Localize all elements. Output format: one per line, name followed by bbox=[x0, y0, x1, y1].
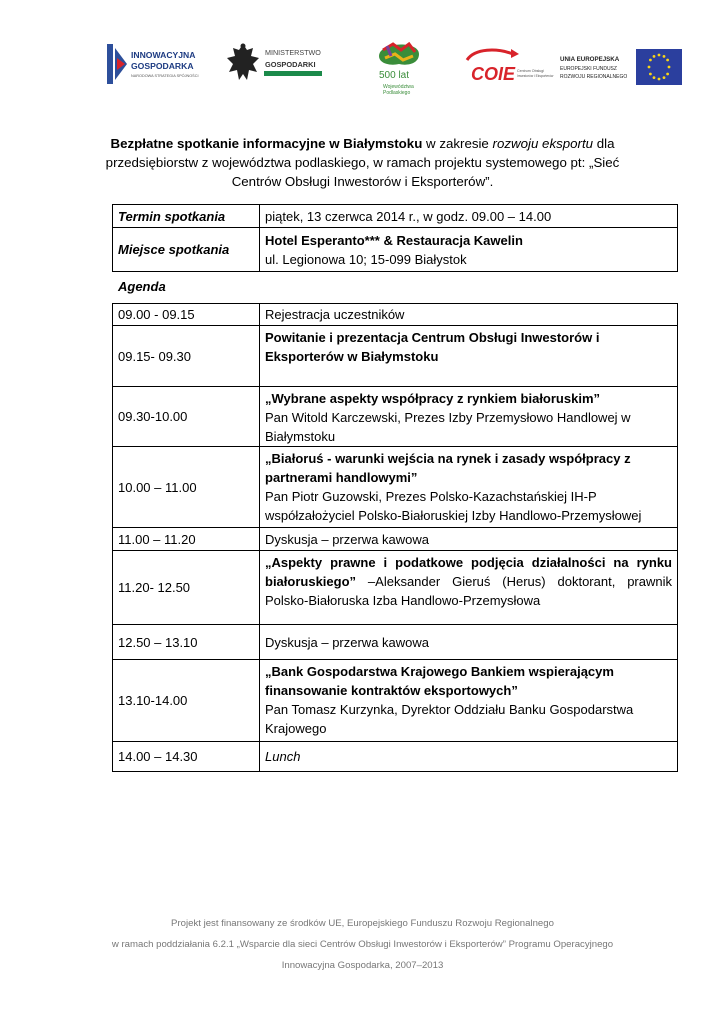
agenda-row bbox=[113, 528, 678, 551]
500-lat-podlaskie-logo bbox=[373, 36, 425, 100]
agenda-title: „Białoruś - warunki wejścia na rynek i zasady współpracy z partnerami handlowymi” bbox=[265, 451, 631, 485]
footer-line-1: Projekt jest finansowany ze środków UE, Europejskiego Funduszu Rozwoju Regionalnego bbox=[171, 918, 554, 929]
meeting-info-table bbox=[112, 204, 678, 272]
term-value: piątek, 13 czerwca 2014 r., w godz. 09.00 – 14.00 bbox=[260, 205, 678, 228]
agenda-row bbox=[113, 660, 678, 742]
intro-text-2: dla przedsiębiorstw z województwa podlaskiego, w ramach projektu systemowego pt: „Sieć Centrów Obsługi Inwestorów i Eksporterów”. bbox=[105, 136, 620, 189]
place-row bbox=[113, 228, 678, 272]
svg-text:GOSPODARKI: GOSPODARKI bbox=[265, 60, 316, 69]
ministerstwo-gospodarki-logo bbox=[225, 40, 325, 88]
agenda-row bbox=[113, 447, 678, 528]
agenda-time: 14.00 – 14.30 bbox=[113, 742, 260, 772]
agenda-cell bbox=[260, 447, 678, 528]
svg-text:ROZWOJU REGIONALNEGO: ROZWOJU REGIONALNEGO bbox=[560, 74, 628, 80]
coie-logo bbox=[457, 46, 554, 90]
place-value bbox=[260, 228, 678, 272]
svg-text:500 lat: 500 lat bbox=[379, 70, 410, 81]
footer-line-2: w ramach poddziałania 6.2.1 „Wsparcie dla sieci Centrów Obsługi Inwestorów i Eksporterów” Programu Operacyjnego bbox=[111, 939, 614, 950]
term-row bbox=[113, 205, 678, 228]
agenda-title: „Aspekty prawne i podatkowe podjęcia działalności na rynku białoruskiego” bbox=[265, 555, 672, 589]
svg-text:GOSPODARKA: GOSPODARKA bbox=[131, 61, 194, 71]
svg-text:MINISTERSTWO: MINISTERSTWO bbox=[265, 48, 321, 57]
svg-text:UNIA EUROPEJSKA: UNIA EUROPEJSKA bbox=[560, 56, 620, 63]
agenda-desc-2: współzałożyciel Polsko-Białoruskiej Izby Handlowo-Przemysłowej bbox=[265, 508, 642, 523]
svg-text:COIE: COIE bbox=[471, 64, 516, 84]
page-footer bbox=[0, 913, 725, 976]
agenda-desc: Lunch bbox=[260, 742, 678, 772]
footer-line-3: Innowacyjna Gospodarka, 2007–2013 bbox=[281, 960, 444, 971]
agenda-desc: Pan Piotr Guzowski, Prezes Polsko-Kazachstańskiej IH-P bbox=[265, 489, 597, 504]
unia-europejska-logo bbox=[560, 48, 682, 86]
svg-text:EUROPEJSKI FUNDUSZ: EUROPEJSKI FUNDUSZ bbox=[560, 66, 617, 72]
agenda-time: 09.15- 09.30 bbox=[113, 326, 260, 387]
svg-text:Województwa: Województwa bbox=[383, 84, 414, 90]
agenda-title: „Wybrane aspekty współpracy z rynkiem białoruskim” bbox=[265, 391, 600, 406]
svg-text:NARODOWA STRATEGIA SPÓJNOŚCI: NARODOWA STRATEGIA SPÓJNOŚCI bbox=[131, 74, 199, 78]
agenda-title: „Bank Gospodarstwa Krajowego Bankiem wspierającym finansowanie kontraktów eksportowych” bbox=[265, 664, 614, 698]
agenda-label: Agenda bbox=[118, 279, 166, 294]
agenda-desc: Pan Tomasz Kurzynka, Dyrektor Oddziału Banku Gospodarstwa Krajowego bbox=[265, 702, 634, 736]
intro-italic: rozwoju eksportu bbox=[492, 136, 594, 151]
agenda-desc: –Aleksander Gieruś (Herus) doktorant, prawnik Polsko-Białoruska Izba Handlowo-Przemysłowa bbox=[265, 574, 672, 608]
agenda-time: 09.00 - 09.15 bbox=[113, 304, 260, 326]
agenda-desc: Rejestracja uczestników bbox=[260, 304, 678, 326]
agenda-row bbox=[113, 625, 678, 660]
agenda-cell bbox=[260, 660, 678, 742]
agenda-time: 13.10-14.00 bbox=[113, 660, 260, 742]
agenda-row bbox=[113, 742, 678, 772]
agenda-row bbox=[113, 326, 678, 387]
logo-bar bbox=[105, 36, 685, 100]
svg-text:Podlaskiego: Podlaskiego bbox=[383, 90, 411, 96]
place-address: ul. Legionowa 10; 15-099 Białystok bbox=[265, 251, 467, 267]
svg-text:INNOWACYJNA: INNOWACYJNA bbox=[131, 50, 196, 60]
agenda-desc: Pan Witold Karczewski, Prezes Izby Przemysłowo Handlowej w Białymstoku bbox=[265, 410, 631, 444]
term-label: Termin spotkania bbox=[113, 205, 260, 228]
agenda-row bbox=[113, 304, 678, 326]
agenda-cell bbox=[260, 551, 678, 625]
svg-text:Inwestorów i Eksporterów: Inwestorów i Eksporterów bbox=[517, 74, 554, 78]
intro-paragraph bbox=[100, 134, 625, 191]
agenda-time: 09.30-10.00 bbox=[113, 387, 260, 447]
intro-bold: Bezpłatne spotkanie informacyjne w Białymstoku bbox=[110, 136, 423, 151]
agenda-row bbox=[113, 387, 678, 447]
agenda-table bbox=[112, 303, 678, 772]
svg-text:Centrum Obsługi: Centrum Obsługi bbox=[517, 69, 544, 73]
intro-text-1: w zakresie bbox=[422, 136, 493, 151]
agenda-title: Powitanie i prezentacja Centrum Obsługi Inwestorów i Eksporterów w Białymstoku bbox=[260, 326, 678, 387]
agenda-desc: Dyskusja – przerwa kawowa bbox=[260, 528, 678, 551]
place-label: Miejsce spotkania bbox=[113, 228, 260, 272]
agenda-time: 11.20- 12.50 bbox=[113, 551, 260, 625]
agenda-cell bbox=[260, 387, 678, 447]
agenda-row bbox=[113, 551, 678, 625]
agenda-time: 10.00 – 11.00 bbox=[113, 447, 260, 528]
agenda-desc: Dyskusja – przerwa kawowa bbox=[260, 625, 678, 660]
agenda-time: 11.00 – 11.20 bbox=[113, 528, 260, 551]
innowacyjna-gospodarka-logo bbox=[105, 42, 213, 86]
place-name: Hotel Esperanto*** & Restauracja Kawelin bbox=[265, 232, 523, 248]
agenda-time: 12.50 – 13.10 bbox=[113, 625, 260, 660]
